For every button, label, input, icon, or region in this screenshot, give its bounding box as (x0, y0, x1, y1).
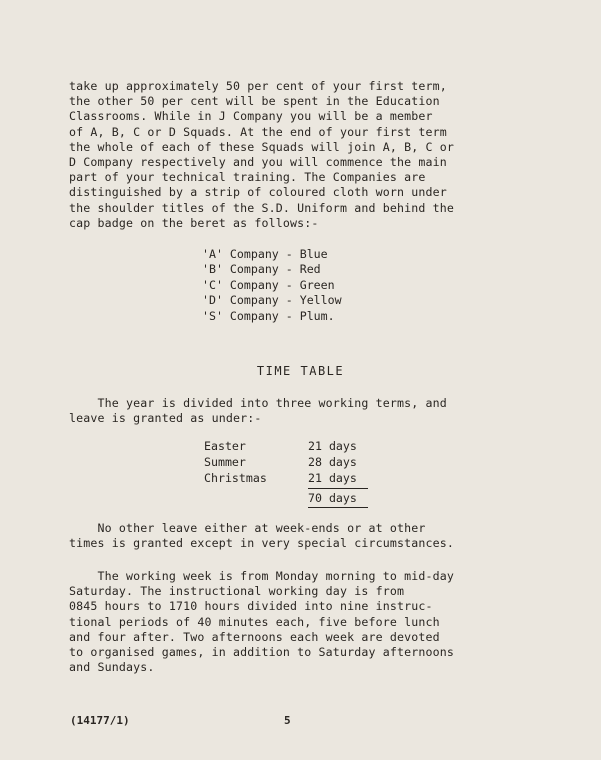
text-line: D Company respectively and you will commence the main (69, 155, 447, 170)
text-line: the shoulder titles of the S.D. Uniform and behind the (69, 200, 455, 215)
text-line: No other leave either at week-ends or at other (69, 521, 426, 535)
table-row (204, 470, 368, 486)
page-number: 5 (284, 714, 291, 727)
text-line: the other 50 per cent will be spent in the Education (69, 94, 440, 109)
list-item: 'B' Company - Red (202, 262, 321, 277)
text-line: Saturday. The instructional working day is from (69, 584, 405, 599)
text-line: times is granted except in very special circumstances. (69, 536, 455, 551)
text-line: part of your technical training. The Companies are (69, 170, 426, 185)
text-line: leave is granted as under:- (69, 411, 262, 426)
document-code: (14177/1) (70, 714, 130, 727)
leave-term: Christmas (204, 471, 267, 485)
text-line: Classrooms. While in J Company you will be a member (69, 109, 433, 124)
leave-days: 28 days (308, 455, 357, 469)
leave-total: 70 days (308, 488, 368, 508)
text-line: take up approximately 50 per cent of your first term, (69, 79, 447, 93)
other-leave-paragraph (69, 521, 509, 551)
table-row (204, 438, 368, 454)
leave-term: Summer (204, 455, 246, 469)
list-item: 'A' Company - Blue (202, 247, 328, 261)
leave-days: 21 days (308, 471, 357, 485)
leave-table (204, 438, 368, 508)
list-item: 'S' Company - Plum. (202, 308, 335, 323)
leave-days: 21 days (308, 439, 357, 453)
text-line: tional periods of 40 minutes each, five before lunch (69, 614, 440, 629)
text-line: to organised games, in addition to Saturday afternoons (69, 645, 455, 660)
working-week-paragraph (69, 569, 509, 675)
list-item: 'C' Company - Green (202, 277, 335, 292)
text-line: distinguished by a strip of coloured cloth worn under (69, 185, 447, 200)
company-colour-list (202, 247, 342, 324)
leave-term: Easter (204, 439, 246, 453)
table-total-row (204, 486, 368, 508)
text-line: and four after. Two afternoons each week are devoted (69, 629, 440, 644)
list-item: 'D' Company - Yellow (202, 293, 342, 308)
text-line: The year is divided into three working terms, and (69, 396, 447, 410)
text-line: and Sundays. (69, 660, 155, 675)
text-line: 0845 hours to 1710 hours divided into nine instruc- (69, 599, 433, 614)
year-paragraph (69, 396, 509, 426)
text-line: of A, B, C or D Squads. At the end of your first term (69, 124, 447, 139)
text-line: The working week is from Monday morning to mid-day (69, 569, 455, 583)
text-line: cap badge on the beret as follows:- (69, 215, 319, 230)
text-line: the whole of each of these Squads will join A, B, C or (69, 139, 455, 154)
table-row (204, 454, 368, 470)
intro-paragraph (69, 79, 509, 231)
section-heading: TIME TABLE (256, 364, 345, 378)
